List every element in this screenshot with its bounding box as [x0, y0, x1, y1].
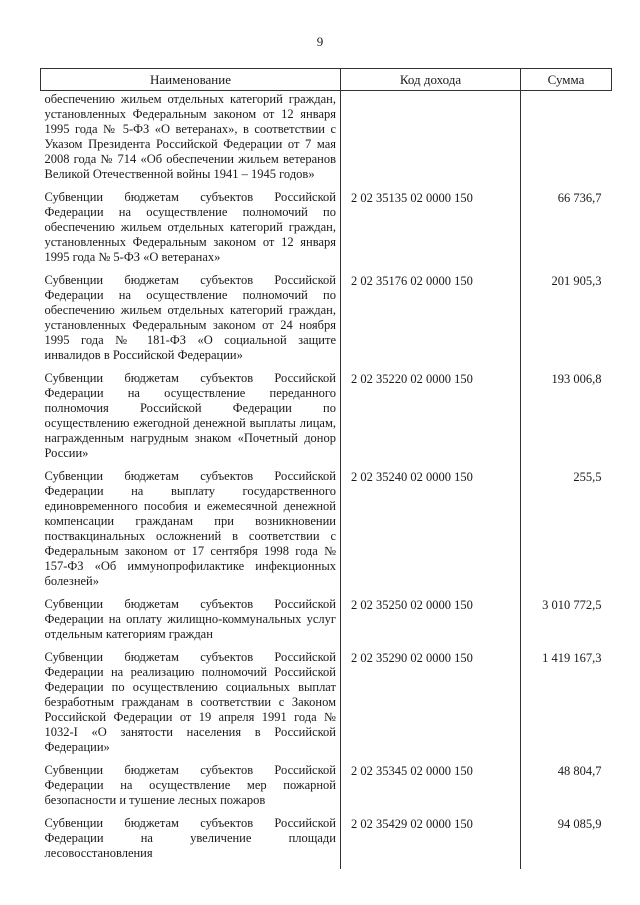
row-sum: 201 905,3	[551, 274, 602, 288]
row-code: 2 02 35290 02 0000 150	[341, 650, 521, 763]
table-row	[41, 650, 612, 763]
row-code: 2 02 35250 02 0000 150	[341, 597, 521, 650]
row-name: Субвенции бюджетам субъектов Российской Федерации на оплату жилищно-коммунальных услуг отдельным категориям граждан	[41, 597, 341, 650]
row-name: Субвенции бюджетам субъектов Российской Федерации на осуществление полномочий по обеспечению жильем отдельных категорий граждан, установленных Федеральным законом от 12 января 1995 года № 5-ФЗ «О ветеранах»	[41, 190, 341, 273]
header-sum: Сумма	[521, 69, 612, 91]
row-code	[341, 91, 521, 191]
table-row	[41, 91, 612, 191]
table-row	[41, 190, 612, 273]
table-row	[41, 371, 612, 469]
row-code: 2 02 35429 02 0000 150	[341, 816, 521, 869]
row-sum: 94 085,9	[557, 817, 602, 831]
row-name: Субвенции бюджетам субъектов Российской Федерации на реализацию полномочий Российской Федерации по осуществлению социальных выплат безработным гражданам в соответствии с Законом Российской Федерации от 19 апреля 1991 года № 1032-I «О занятости населения в Российской Федерации»	[41, 650, 341, 763]
table-row	[41, 816, 612, 869]
row-code: 2 02 35345 02 0000 150	[341, 763, 521, 816]
row-sum: 1 419 167,3	[542, 651, 602, 665]
row-sum: 255,5	[573, 470, 602, 484]
row-sum: 193 006,8	[551, 372, 602, 386]
row-name: Субвенции бюджетам субъектов Российской Федерации на осуществление полномочий по обеспечению жильем отдельных категорий граждан, установленных Федеральным законом от 24 ноября 1995 года № 181-ФЗ «О социальной защите инвалидов в Российской Федерации»	[41, 273, 341, 371]
row-name: Субвенции бюджетам субъектов Российской Федерации на осуществление переданного полномочия Российской Федерации по осуществлению ежегодной денежной выплаты лицам, награжденным нагрудным знаком «Почетный донор России»	[41, 371, 341, 469]
page-number: 9	[316, 34, 324, 49]
row-name: Субвенции бюджетам субъектов Российской Федерации на выплату государственного единовременного пособия и ежемесячной денежной компенсации гражданам при возникновении поствакцинальных осложнений в соответствии с Федеральным законом от 17 сентября 1998 года № 157-ФЗ «Об иммунопрофилактике инфекционных болезней»	[41, 469, 341, 597]
row-name: Субвенции бюджетам субъектов Российской Федерации на увеличение площади лесовосстановления	[41, 816, 341, 869]
header-name: Наименование	[41, 69, 341, 91]
row-sum: 3 010 772,5	[542, 598, 602, 612]
header-code: Код дохода	[341, 69, 521, 91]
row-code: 2 02 35240 02 0000 150	[341, 469, 521, 597]
row-sum: 66 736,7	[557, 191, 602, 205]
row-name: обеспечению жильем отдельных категорий граждан, установленных Федеральным законом от 12 января 1995 года № 5-ФЗ «О ветеранах», в соответствии с Указом Президента Российской Федерации от 7 мая 2008 года № 714 «Об обеспечении жильем ветеранов Великой Отечественной войны 1941 – 1945 годов»	[41, 91, 341, 191]
row-code: 2 02 35176 02 0000 150	[341, 273, 521, 371]
row-code: 2 02 35135 02 0000 150	[341, 190, 521, 273]
table-row	[41, 273, 612, 371]
revenue-table	[40, 68, 612, 869]
table-row	[41, 597, 612, 650]
row-code: 2 02 35220 02 0000 150	[341, 371, 521, 469]
table-header-row	[41, 69, 612, 91]
row-sum	[521, 91, 612, 191]
table-row	[41, 469, 612, 597]
row-name: Субвенции бюджетам субъектов Российской Федерации на осуществление мер пожарной безопасности и тушение лесных пожаров	[41, 763, 341, 816]
row-sum: 48 804,7	[557, 764, 602, 778]
table-row	[41, 763, 612, 816]
